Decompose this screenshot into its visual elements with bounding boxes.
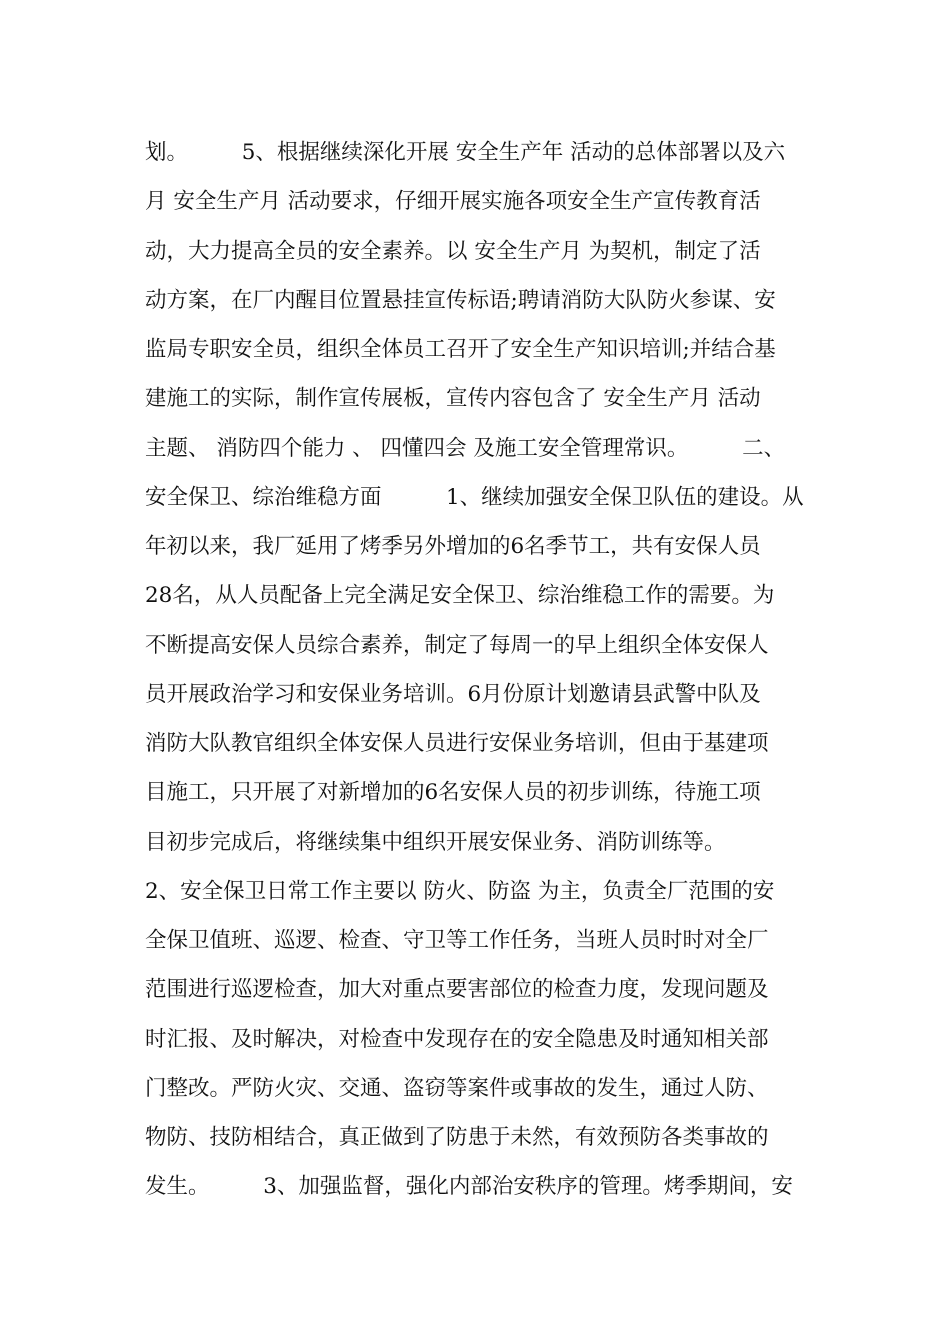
text-line: 28名，从人员配备上完全满足安全保卫、综治维稳工作的需要。为 [145, 583, 775, 609]
body-text [145, 128, 825, 1212]
text-line: 门整改。严防火灾、交通、盗窃等案件或事故的发生，通过人防、 [145, 1075, 769, 1101]
text-line: 年初以来，我厂延用了烤季另外增加的6名季节工，共有安保人员 [145, 534, 761, 559]
text-line: 动，大力提高全员的安全素养。以 安全生产月 为契机，制定了活 [145, 238, 761, 264]
text-line: 安全保卫、综治维稳方面 1、继续加强安全保卫队伍的建设。从 [145, 484, 804, 510]
text-line: 时汇报、及时解决，对检查中发现存在的安全隐患及时通知相关部 [145, 1026, 769, 1052]
text-line: 月 安全生产月 活动要求，仔细开展实施各项安全生产宣传教育活 [145, 189, 761, 215]
text-line: 划。 5、根据继续深化开展 安全生产年 活动的总体部署以及六 [145, 140, 786, 165]
text-line: 员开展政治学习和安保业务培训。6月份原计划邀请县武警中队及 [145, 681, 761, 707]
text-line: 动方案，在厂内醒目位置悬挂宣传标语;聘请消防大队防火参谋、安 [145, 287, 776, 313]
text-line: 范围进行巡逻检查，加大对重点要害部位的检查力度，发现问题及 [145, 977, 769, 1003]
text-line: 消防大队教官组织全体安保人员进行安保业务培训，但由于基建项 [145, 731, 769, 756]
text-line: 目初步完成后，将继续集中组织开展安保业务、消防训练等。 [145, 829, 726, 855]
text-line: 发生。 3、加强监督，强化内部治安秩序的管理。烤季期间，安 [145, 1174, 793, 1200]
text-line: 全保卫值班、巡逻、检查、守卫等工作任务，当班人员时时对全厂 [145, 928, 769, 953]
text-line: 目施工，只开展了对新增加的6名安保人员的初步训练，待施工项 [145, 780, 761, 806]
text-line: 监局专职安全员，组织全体员工召开了安全生产知识培训;并结合基 [145, 337, 776, 362]
text-line: 建施工的实际，制作宣传展板，宣传内容包含了 安全生产月 活动 [145, 386, 761, 412]
text-line: 主题、 消防四个能力 、 四懂四会 及施工安全管理常识。 二、 [145, 435, 786, 461]
text-line: 物防、技防相结合，真正做到了防患于未然，有效预防各类事故的 [145, 1125, 769, 1150]
text-line: 不断提高安保人员综合素养，制定了每周一的早上组织全体安保人 [145, 632, 769, 658]
text-line: 2、安全保卫日常工作主要以 防火、防盗 为主，负责全厂范围的安 [145, 878, 775, 904]
